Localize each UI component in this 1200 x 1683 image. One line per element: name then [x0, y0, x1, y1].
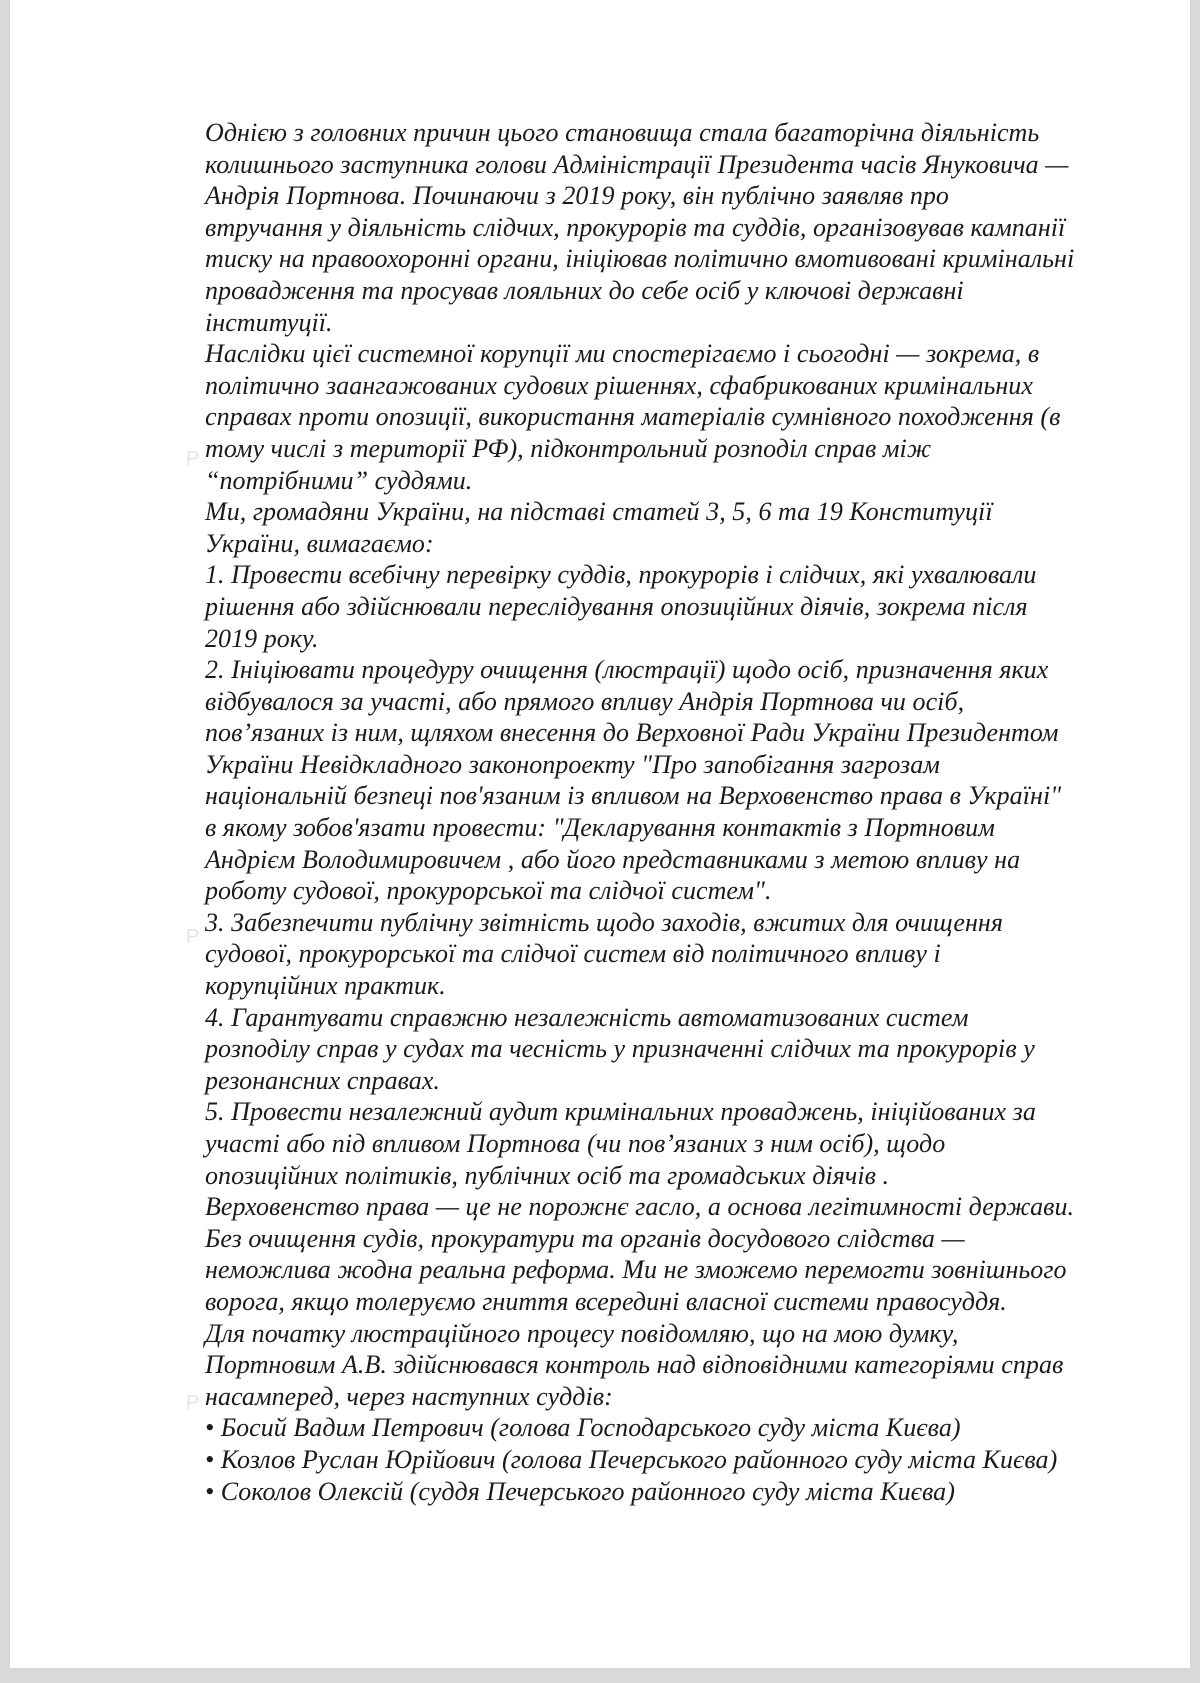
- text-line: 4. Гарантувати справжню незалежність автоматизованих систем: [205, 1002, 969, 1032]
- margin-mark: P: [186, 926, 200, 948]
- text-line: відбувалося за участі, або прямого впливу Андрія Портнова чи осіб,: [205, 686, 965, 716]
- text-line: корупційних практик.: [205, 971, 446, 1001]
- text-line: насамперед, через наступних суддів:: [205, 1381, 613, 1411]
- text-line: України Невідкладного законопроекту "Про запобігання загрозам: [205, 749, 940, 779]
- text-line: 5. Провести незалежний аудит кримінальних проваджень, ініційованих за: [205, 1097, 1036, 1127]
- text-line: участі або під впливом Портнова (чи пов’язаних з ним осіб), щодо: [205, 1129, 946, 1158]
- text-line: Для початку люстраційного процесу повідомляю, що на мою думку,: [205, 1318, 959, 1348]
- text-line: Ми, громадяни України, на підставі статей 3, 5, 6 та 19 Конституції: [205, 497, 993, 527]
- text-line: Верховенство права — це не порожнє гасло, а основа легітимності держави.: [205, 1192, 1075, 1222]
- text-line: 2. Ініціювати процедуру очищення (люстрації) щодо осіб, призначення яких: [205, 655, 1049, 685]
- text-line: Портновим А.В. здійснювався контроль над відповідними категоріями справ: [205, 1350, 1064, 1380]
- text-line: неможлива жодна реальна реформа. Ми не зможемо перемогти зовнішнього: [205, 1255, 1067, 1285]
- text-line: інституції.: [205, 307, 333, 337]
- margin-mark: P: [186, 1392, 200, 1414]
- text-line: Андрієм Володимировичем , або його представниками з метою впливу на: [205, 844, 1021, 874]
- text-line: політично заангажованих судових рішеннях, сфабрикованих кримінальних: [205, 370, 1033, 400]
- text-line: Однією з головних причин цього становища стала багаторічна діяльність: [205, 118, 1040, 147]
- text-line: справах проти опозиції, використання матеріалів сумнівного походження (в: [205, 402, 1061, 432]
- document-page: [10, 0, 1190, 1668]
- text-line: резонансних справах.: [205, 1065, 440, 1095]
- text-line: національній безпеці пов'язаним із впливом на Верховенство права в Україні": [205, 781, 1062, 811]
- text-line: 1. Провести всебічну перевірку суддів, прокурорів і слідчих, які ухвалювали: [205, 560, 1037, 590]
- text-line: • Козлов Руслан Юрійович (голова Печерського районного суду міста Києва): [205, 1444, 1058, 1474]
- text-line: • Соколов Олексій (суддя Печерського районного суду міста Києва): [205, 1476, 955, 1506]
- text-line: Андрія Портнова. Починаючи з 2019 року, він публічно заявляв про: [205, 181, 949, 211]
- text-line: в якому зобов'язати провести: "Декларування контактів з Портновим: [205, 813, 995, 843]
- text-line: “потрібними” суддями.: [205, 465, 473, 495]
- text-line: • Босий Вадим Петрович (голова Господарського суду міста Києва): [205, 1413, 961, 1443]
- text-line: України, вимагаємо:: [205, 528, 434, 558]
- text-line: Без очищення судів, прокуратури та органів досудового слідства —: [205, 1223, 965, 1253]
- text-line: втручання у діяльність слідчих, прокурорів та суддів, організовував кампанії: [205, 212, 1066, 242]
- margin-mark: P: [186, 448, 200, 470]
- text-line: тиску на правоохоронні органи, ініціював політично вмотивовані кримінальні: [205, 244, 1075, 274]
- text-line: рішення або здійснювали переслідування опозиційних діячів, зокрема після: [205, 591, 1028, 621]
- text-line: колишнього заступника голови Адміністрації Президента часів Януковича —: [205, 149, 1069, 179]
- text-line: 2019 року.: [205, 623, 319, 653]
- text-line: опозиційних політиків, публічних осіб та громадських діячів .: [205, 1160, 890, 1190]
- text-line: роботу судової, прокурорської та слідчої систем".: [205, 876, 772, 906]
- text-line: провадження та просував лояльних до себе осіб у ключові державні: [205, 275, 964, 305]
- text-line: пов’язаних із ним, щляхом внесення до Верховної Ради України Президентом: [205, 718, 1059, 748]
- text-line: судової, прокурорської та слідчої систем від політичного впливу і: [205, 939, 941, 969]
- text-line: розподілу справ у судах та чесність у призначенні слідчих та прокурорів у: [205, 1034, 1035, 1064]
- text-line: тому числі з території РФ), підконтрольний розподіл справ між: [205, 433, 932, 463]
- text-line: ворога, якщо толеруємо гниття всередині власної системи правосуддя.: [205, 1286, 1007, 1316]
- text-line: 3. Забезпечити публічну звітність щодо заходів, вжитих для очищення: [205, 907, 1003, 937]
- text-line: Наслідки цієї системної корупції ми спостерігаємо і сьогодні — зокрема, в: [205, 339, 1040, 369]
- petition-text: [205, 117, 1155, 1507]
